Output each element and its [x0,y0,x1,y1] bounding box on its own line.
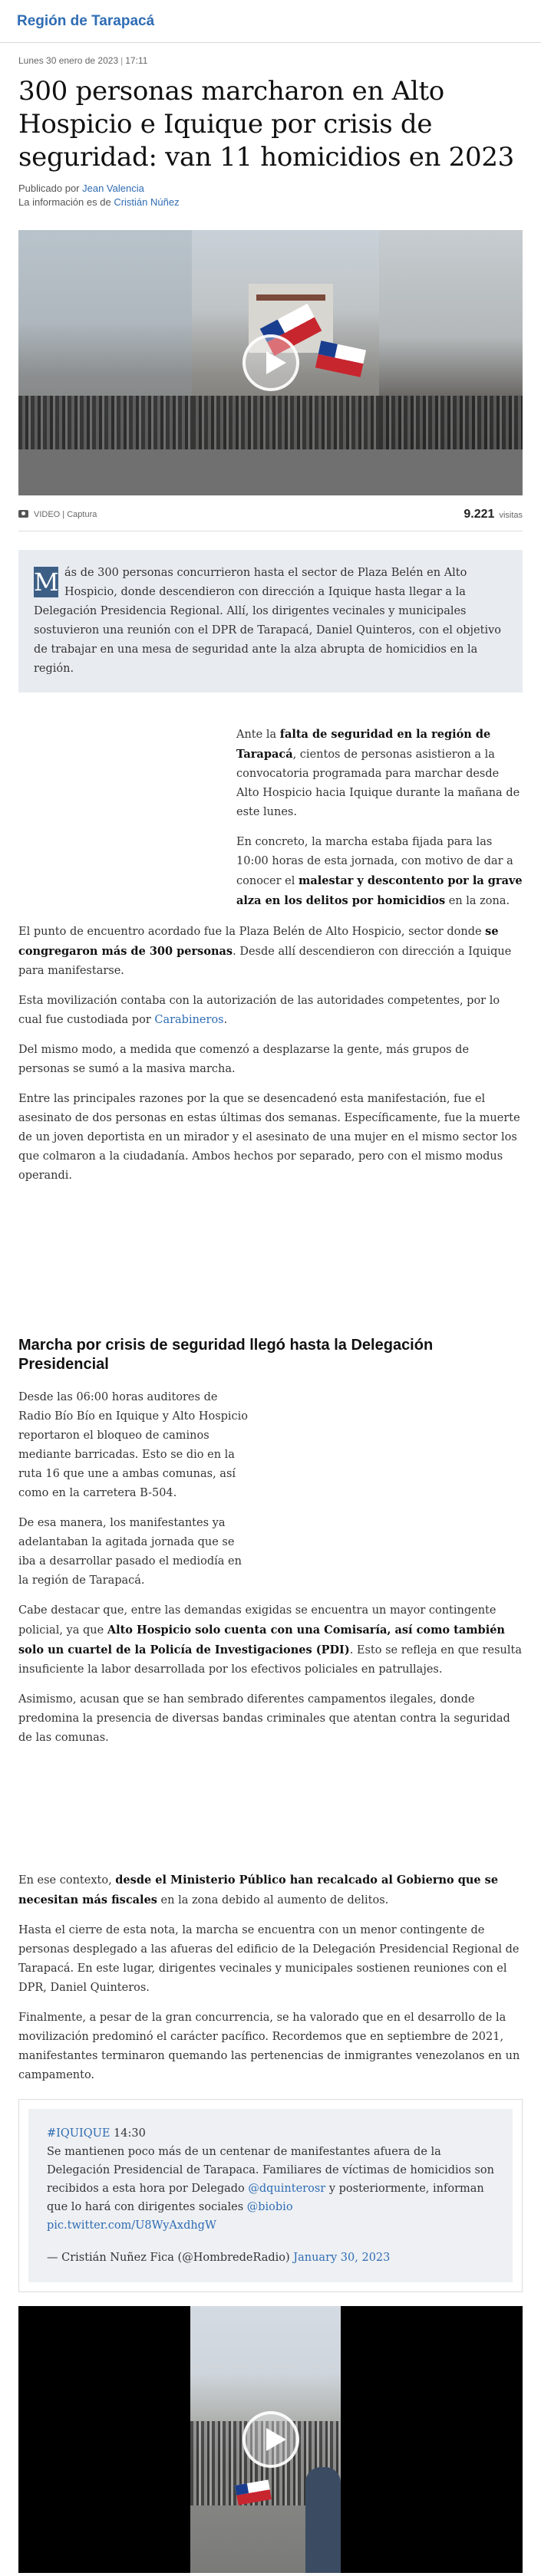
tweet-attribution: — Cristián Nuñez Fica (@HombredeRadio) January 30, 2023 [47,2252,391,2264]
article-date: Lunes 30 enero de 2023 [18,55,119,66]
article-dateline: Lunes 30 enero de 2023 | 17:11 [18,55,148,66]
info-label: La información es de [18,196,111,208]
paragraph: Entre las principales razones por la que se desencadenó esta manifestación, fue el asesinato de dos personas en estas últimas dos semanas. Específicamente, fue la muerte de un joven deportista en un mirador y el asesinato de una mujer en el mismo sector los que colmaron a la ciudadanía. Ambos hechos por separado, pero con el mismo modus operandi. [18,1093,520,1182]
paragraph: Finalmente, a pesar de la gran concurrencia, se ha valorado que en el desarrollo de la movilización predominó el carácter pacífico. Recordemos que en septiembre de 2021, manifestantes terminaron quemando las pertenencias de inmigrantes venezolanos en un campamento. [18,2012,520,2081]
video-player-2[interactable] [18,2306,523,2573]
tweet-hashtag[interactable]: #IQUIQUE [47,2127,111,2140]
lead-box [18,550,523,693]
tweet-media-link[interactable]: pic.twitter.com/U8WyAxdhgW [47,2219,216,2232]
paragraph: En concreto, la marcha estaba fijada para las 10:00 horas de esta jornada, con motivo de dar a conocer el malestar y descontento por la grave alza en los delitos por homicidios en la zona. [236,836,523,907]
lead-text: ás de 300 personas concurrieron hasta el sector de Plaza Belén en Alto Hospicio, donde descendieron con dirección a Iquique hasta llegar a la Delegación Presidencia Regional. Allí, los dirigentes vecinales y municipales sostuvieron una reunión con el DPR de Tarapacá, Daniel Quinteros, con el objetivo de trabajar en una mesa de seguridad ante la alza abrupta de homicidios en la región. [34,567,502,675]
tweet-time: 14:30 [114,2127,146,2140]
person-graphic [305,2467,341,2573]
tweet-body: #IQUIQUE 14:30 Se mantienen poco más de un centenar de manifestantes afuera de la Delegación Presidencial de Tarapaca. Familiares de víctimas de homicidios son recibidos a esta hora por Delegado @dquinterosr y posteriormente, informan que lo hará con dirigentes sociales @biobio pic.twitter.com/U8WyAxdhgW [47,2127,494,2232]
video-player[interactable] [18,230,523,495]
video-frame-left [18,230,192,495]
paragraph: Hasta el cierre de esta nota, la marcha se encuentra con un menor contingente de personas desplegado a las afueras del edificio de la Delegación Presidencial Regional de Tarapacá. En este lugar, dirigentes vecinales y municipales sostienen reuniones con el DPR, Daniel Quinteros. [18,1924,520,1994]
carabineros-link[interactable]: Carabineros [154,1014,224,1026]
camera-icon [18,510,28,518]
media-meta: VIDEO | Captura 9.221 visitas [18,505,523,525]
paragraph: Del mismo modo, a medida que comenzó a desplazarse la gente, más grupos de personas se sumó a la masiva marcha. [18,1044,470,1075]
views-label: visitas [499,511,523,520]
paragraph: Ante la falta de seguridad en la región de Tarapacá, cientos de personas asistieron a la convocatoria programada para marchar desde Alto Hospicio hacia Iquique durante la mañana de este lunes. [236,728,520,818]
article-headline: 300 personas marcharon en Alto Hospicio e Iquique por crisis de seguridad: van 11 homicidios en 2023 [18,76,514,173]
paragraph: De esa manera, los manifestantes ya adelantaban la agitada jornada que se iba a desarrollar pasado el mediodía en la región de Tarapacá. [18,1517,242,1587]
paragraph: El punto de encuentro acordado fue la Plaza Belén de Alto Hospicio, sector donde se congregaron más de 300 personas. Desde allí descendieron con dirección a Iquique para manifestarse. [18,925,512,977]
published-by-label: Publicado por [18,183,80,194]
paragraph: En ese contexto, desde el Ministerio Público han recalcado al Gobierno que se necesitan más fiscales en la zona debido al aumento de delitos. [18,1874,499,1907]
section-header [0,0,541,43]
author-link[interactable]: Jean Valencia [82,183,144,194]
tweet-card [28,2109,513,2282]
source-author-link[interactable]: Cristián Núñez [114,196,180,208]
play-icon[interactable] [242,2411,299,2468]
tweet-mention[interactable]: @dquinterosr [248,2183,326,2195]
paragraph: Esta movilización contaba con la autorización de las autoridades competentes, por lo cual fue custodiada por Carabineros. [18,995,500,1026]
media-type-label: VIDEO [34,510,61,519]
play-icon[interactable] [242,334,299,391]
byline [18,182,523,209]
video-frame-right [379,230,523,495]
tweet-mention[interactable]: @biobio [246,2201,293,2213]
tweet-date-link[interactable]: January 30, 2023 [293,2252,391,2264]
paragraph: Asimismo, acusan que se han sembrado diferentes campamentos ilegales, donde predomina la presencia de diversas bandas criminales que atentan contra la seguridad de las comunas. [18,1693,510,1744]
article-header [0,55,541,209]
article-time: 17:11 [125,55,148,66]
tweet-embed [18,2099,523,2292]
paragraph: Desde las 06:00 horas auditores de Radio Bío Bío en Iquique y Alto Hospicio reportaron el bloqueo de caminos mediante barricadas. Esto se dio en la ruta 16 que une a ambas comunas, así como en la carretera B-504. [18,1391,249,1499]
views-count: 9.221 [463,508,495,521]
paragraph: Cabe destacar que, entre las demandas exigidas se encuentra un mayor contingente policial, ya que Alto Hospicio solo cuenta con una Comisaría, así como también solo un cuartel de la Policía de Investigaciones (PDI). Esto se refleja en que resulta insuficiente la labor desarrollada por los efectivos policiales en patrullajes. [18,1604,522,1676]
media-credit: Captura [67,510,97,519]
section-link[interactable]: Región de Tarapacá [17,12,155,29]
section-subheading: Marcha por crisis de seguridad llegó hasta la Delegación Presidencial [18,1337,434,1373]
dropcap: M [34,568,59,597]
